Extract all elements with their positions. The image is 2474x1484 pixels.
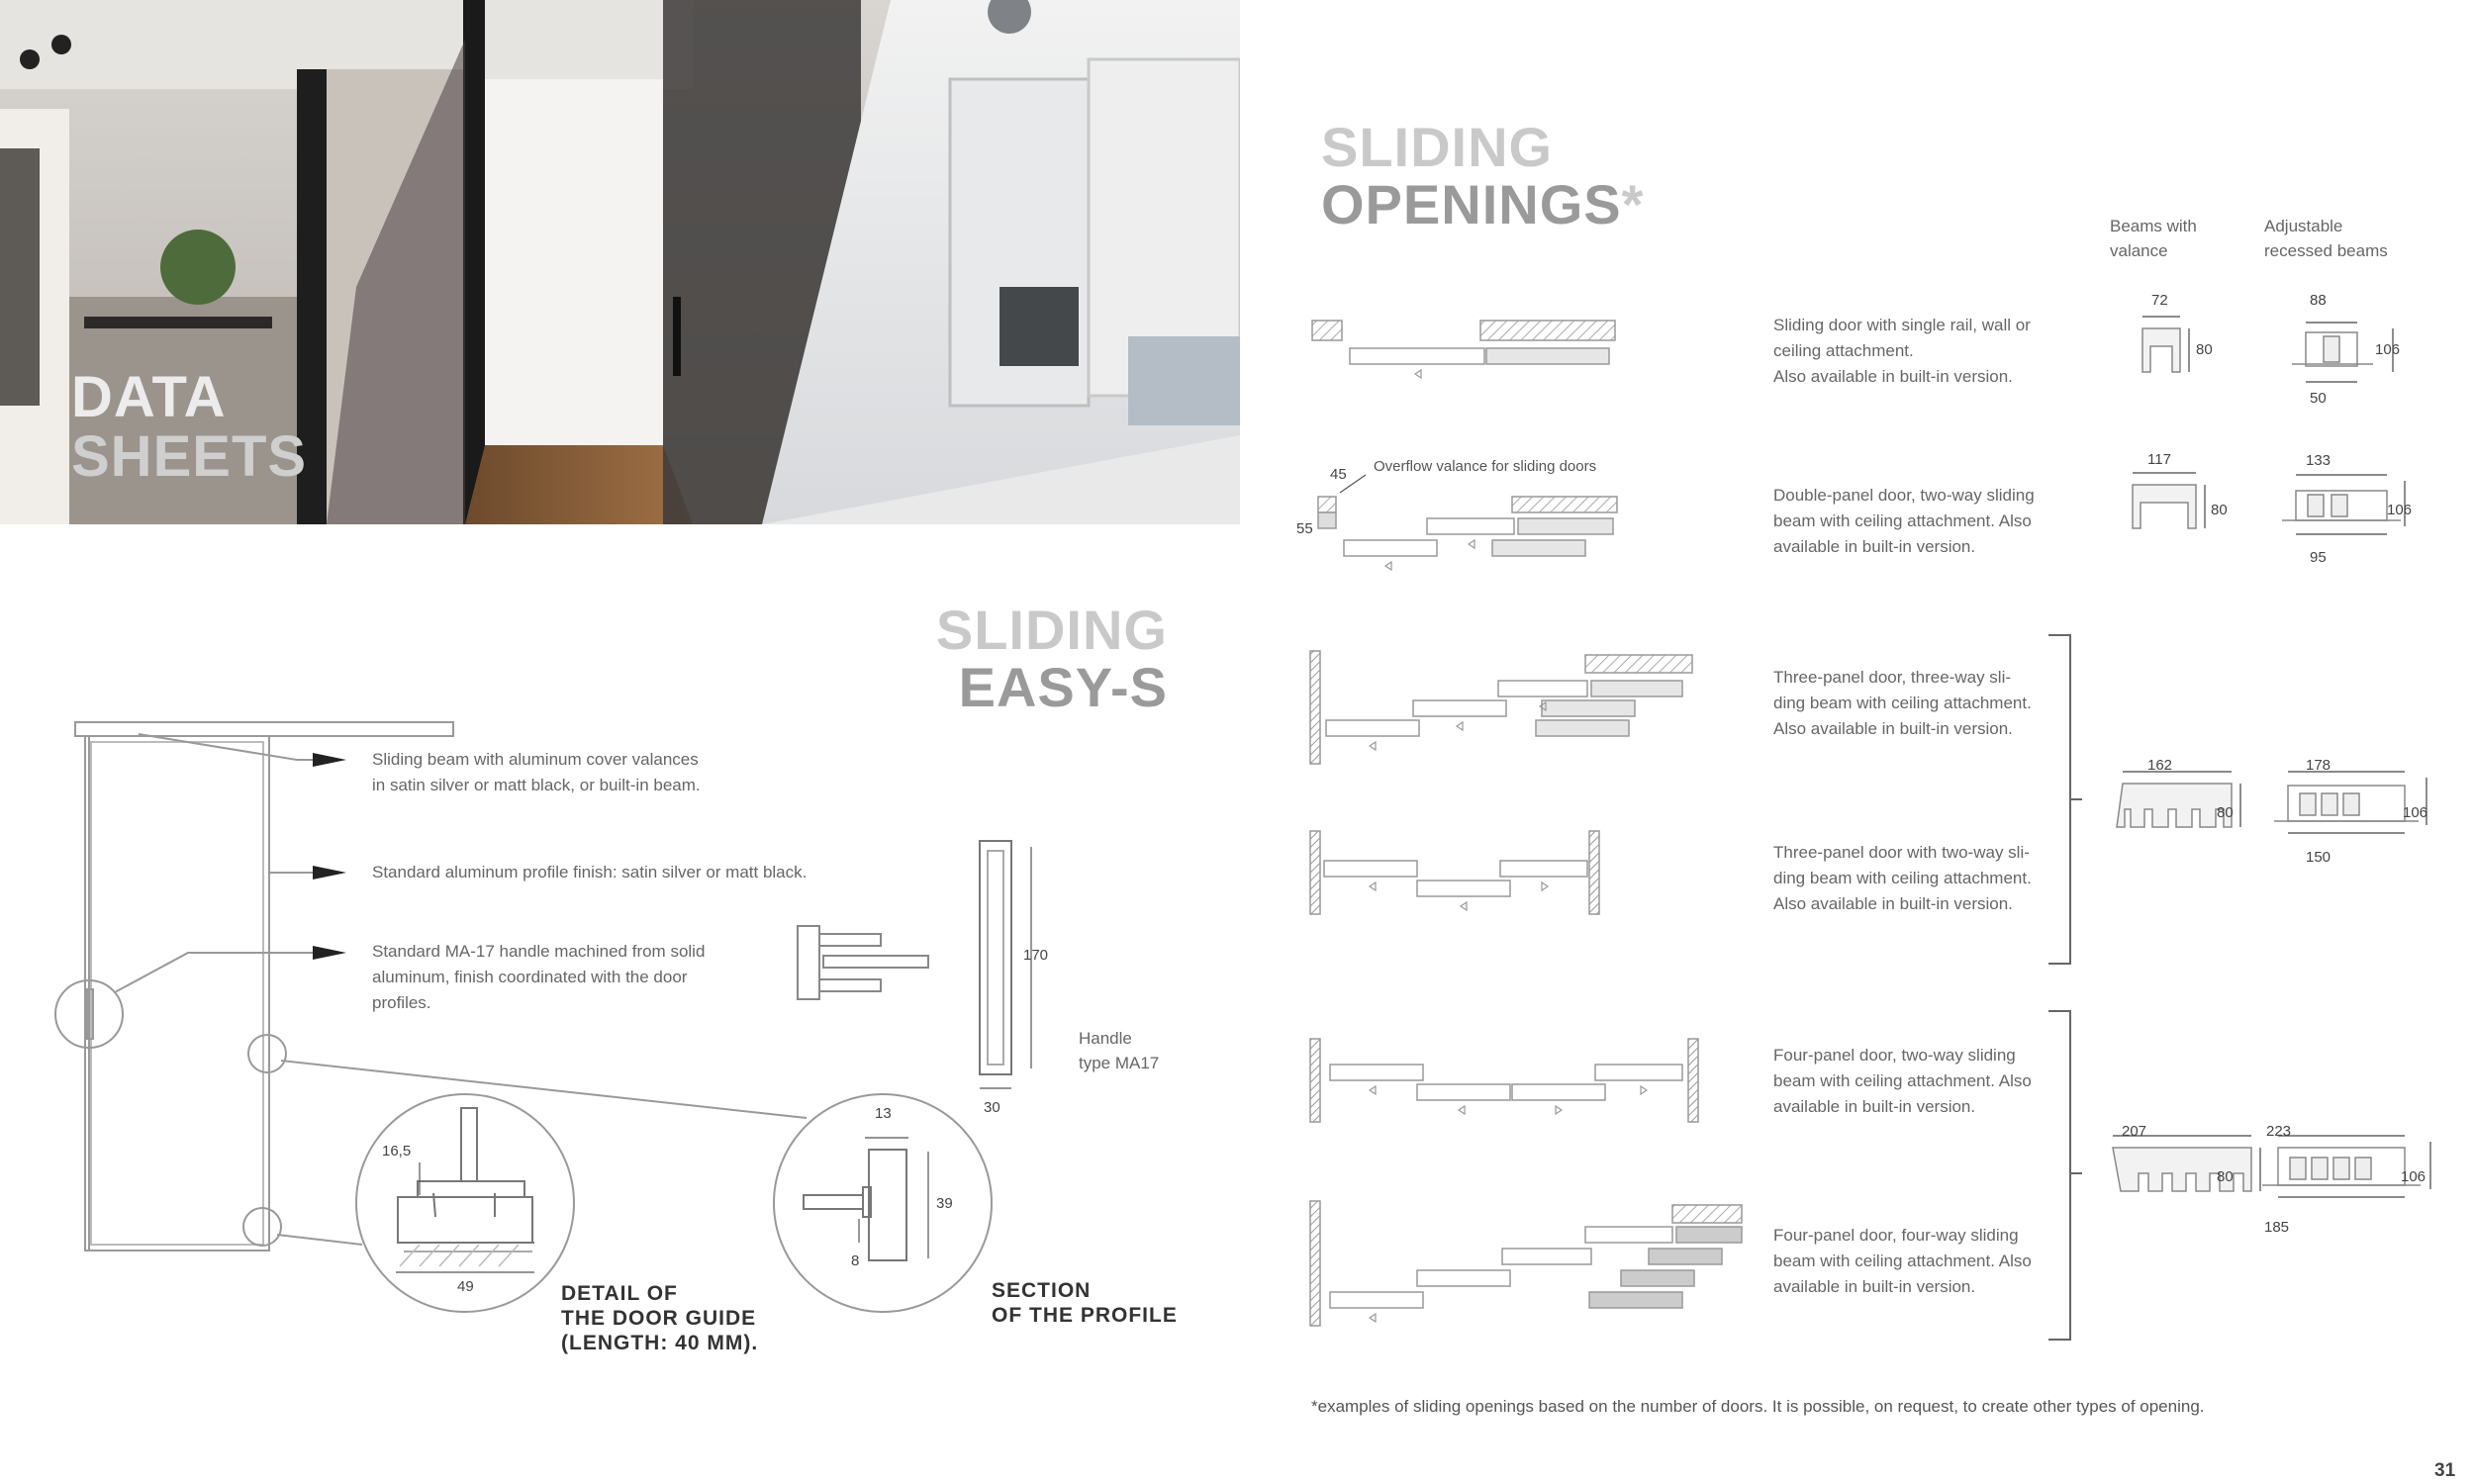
opening-desc-3 (1773, 665, 2052, 742)
beam3-recessed-h: 106 (2403, 804, 2428, 821)
door-guide-heading-line1: DETAIL OF (561, 1282, 678, 1305)
opening-desc-6 (1773, 1223, 2052, 1300)
opening-desc-6-line1: Four-panel door, four-way sliding (1773, 1226, 2019, 1245)
col-header-recessed-line1: Adjustable (2264, 217, 2343, 235)
easy-s-title-line1: SLIDING (935, 599, 1168, 661)
overflow-dim-h: 55 (1296, 520, 1313, 537)
door-guide-heading-line2: THE DOOR GUIDE (561, 1307, 757, 1330)
col-header-valance-line2: valance (2110, 241, 2168, 260)
footnote: *examples of sliding openings based on the number of doors. It is possible, on request, to create other types of opening. (1311, 1397, 2205, 1416)
beam4-recessed-h: 106 (2401, 1168, 2426, 1185)
opening-desc-1-line2: ceiling attachment. (1773, 341, 1914, 360)
opening-desc-1-line1: Sliding door with single rail, wall or (1773, 316, 2031, 334)
opening-desc-4 (1773, 840, 2052, 917)
beam2-valance-h: 80 (2211, 502, 2228, 518)
easy-s-title-line2: EASY-S (958, 656, 1168, 718)
opening-desc-6-line3: available in built-in version. (1773, 1277, 1976, 1296)
opening-desc-5 (1773, 1043, 2052, 1120)
beam4-recessed-b: 185 (2264, 1219, 2290, 1236)
opening-desc-5-line2: beam with ceiling attachment. Also (1773, 1071, 2032, 1090)
opening-desc-1-line3: Also available in built-in version. (1773, 367, 2013, 386)
beam1-valance-w: 72 (2151, 292, 2168, 309)
handle-height-dim: 170 (1023, 947, 1049, 964)
easy-s-title (935, 599, 1168, 718)
col-header-valance (2110, 214, 2197, 263)
openings-title-line1: SLIDING (1321, 116, 1554, 178)
profile-dim-c: 8 (851, 1252, 860, 1269)
beam4-valance-h: 80 (2217, 1168, 2234, 1185)
profile-heading-line2: OF THE PROFILE (992, 1304, 1178, 1327)
opening-desc-3-line2: ding beam with ceiling attachment. (1773, 694, 2032, 712)
door-guide-heading-line3: (LENGTH: 40 MM). (561, 1332, 759, 1354)
overflow-valance-label: Overflow valance for sliding doors (1374, 458, 1597, 475)
openings-title-word: OPENINGS (1321, 173, 1622, 235)
easy-s-technical-drawing (0, 712, 1240, 1365)
beam2-recessed-h: 106 (2387, 502, 2413, 518)
opening-desc-5-line1: Four-panel door, two-way sliding (1773, 1046, 2016, 1065)
callout-handle-line1: Standard MA-17 handle machined from solid (372, 942, 706, 961)
profile-dim-a: 13 (875, 1105, 892, 1122)
grouping-brackets (2039, 623, 2098, 1355)
beam2-recessed-w: 133 (2306, 452, 2331, 469)
page-number: 31 (2434, 1460, 2456, 1481)
callout-handle (372, 939, 730, 1016)
hero-title (71, 365, 308, 489)
callout-beam-line1: Sliding beam with aluminum cover valances (372, 750, 699, 769)
beam2-valance-w: 117 (2147, 451, 2171, 468)
profile-dim-b: 39 (936, 1195, 953, 1212)
opening-desc-3-line3: Also available in built-in version. (1773, 719, 2013, 738)
opening-desc-6-line2: beam with ceiling attachment. Also (1773, 1252, 2032, 1270)
opening-desc-2-line1: Double-panel door, two-way sliding (1773, 486, 2035, 505)
profile-heading (992, 1278, 1178, 1328)
opening-desc-3-line1: Three-panel door, three-way sli- (1773, 668, 2012, 687)
hero-title-line1: DATA (71, 365, 227, 429)
beam1-recessed-h: 106 (2375, 341, 2401, 358)
beam3-recessed-w: 178 (2306, 757, 2331, 774)
door-guide-dim-a: 16,5 (382, 1143, 412, 1159)
opening-desc-5-line3: available in built-in version. (1773, 1097, 1976, 1116)
beam4-recessed-w: 223 (2266, 1123, 2292, 1140)
opening-desc-2-line3: available in built-in version. (1773, 537, 1976, 556)
hero-title-line2: SHEETS (71, 424, 308, 489)
callout-handle-line3: profiles. (372, 993, 431, 1012)
opening-desc-4-line1: Three-panel door with two-way sli- (1773, 843, 2030, 862)
col-header-recessed-line2: recessed beams (2264, 241, 2388, 260)
callout-beam-line2: in satin silver or matt black, or built-in beam. (372, 776, 701, 794)
beam1-valance-h: 80 (2196, 341, 2213, 358)
openings-asterisk: * (1621, 173, 1645, 235)
overflow-dim-w: 45 (1330, 466, 1347, 483)
handle-width-dim: 30 (984, 1099, 1000, 1116)
callout-profile: Standard aluminum profile finish: satin silver or matt black. (372, 863, 808, 881)
opening-desc-2 (1773, 483, 2052, 560)
opening-desc-4-line3: Also available in built-in version. (1773, 894, 2013, 913)
callout-beam (372, 747, 701, 798)
door-guide-heading (561, 1281, 758, 1355)
openings-title-line2 (1321, 173, 1645, 235)
beam1-recessed-w: 88 (2310, 292, 2327, 309)
openings-title (1321, 116, 1645, 235)
profile-heading-line1: SECTION (992, 1279, 1092, 1302)
beam3-recessed-b: 150 (2306, 849, 2331, 866)
beam3-valance-w: 162 (2147, 757, 2173, 774)
handle-label-line1: Handle (1079, 1029, 1132, 1048)
col-header-valance-line1: Beams with (2110, 217, 2197, 235)
opening-desc-4-line2: ding beam with ceiling attachment. (1773, 869, 2032, 887)
opening-desc-2-line2: beam with ceiling attachment. Also (1773, 511, 2032, 530)
handle-label (1079, 1026, 1159, 1075)
opening-desc-1 (1773, 313, 2052, 390)
col-header-recessed (2264, 214, 2388, 263)
handle-type: type MA17 (1079, 1054, 1160, 1072)
beam1-recessed-b: 50 (2310, 390, 2327, 407)
beam4-valance-w: 207 (2122, 1123, 2147, 1140)
beam3-valance-h: 80 (2217, 804, 2234, 821)
beam2-recessed-b: 95 (2310, 549, 2327, 566)
door-guide-dim-b: 49 (457, 1278, 474, 1295)
callout-handle-line2: aluminum, finish coordinated with the door (372, 968, 688, 986)
